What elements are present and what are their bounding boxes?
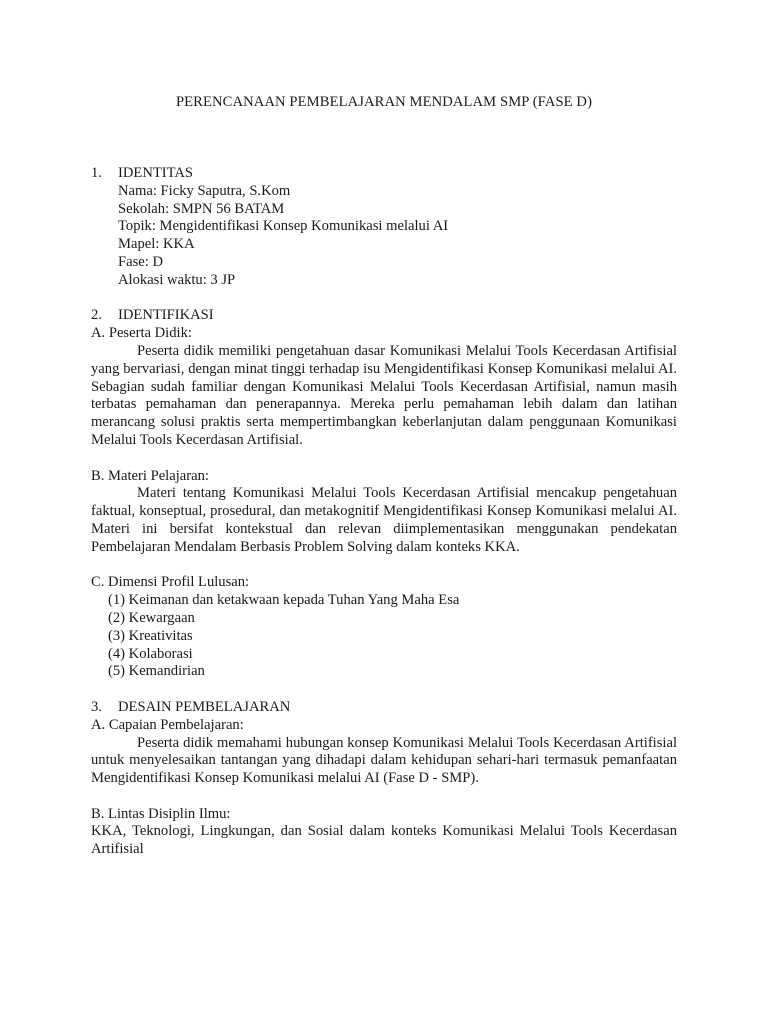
profile-item: (3) Kreativitas (108, 627, 193, 644)
section-number: 1. (91, 165, 102, 181)
identity-list (91, 183, 677, 290)
identity-name: Nama: Ficky Saputra, S.Kom (118, 182, 291, 199)
subsection-label-capaian: A. Capaian Pembelajaran: (91, 716, 244, 733)
paragraph-peserta-didik: Peserta didik memiliki pengetahuan dasar Komunikasi Melalui Tools Kecerdasan Artifisial yang bervariasi, dengan minat tinggi terhadap isu Mengidentifikasi Konsep Komunikasi melalui AI. Sebagian sudah familiar dengan Komunikasi Melalui Tools Kecerdasan Artifisial, namun masih terbatas pemahaman dan penerapannya. Mereka perlu pemahaman lebih dalam dan latihan merancang solusi praktis serta mempertimbangkan keberlanjutan dalam penggunaan Komunikasi Melalui Tools Kecerdasan Artifisial. (91, 342, 677, 448)
identity-school: Sekolah: SMPN 56 BATAM (118, 200, 285, 217)
section-number: 2. (91, 307, 102, 324)
subsection-label-dimensi-profil: C. Dimensi Profil Lulusan: (91, 574, 250, 591)
paragraph-materi-pelajaran: Materi tentang Komunikasi Melalui Tools Kecerdasan Artifisial mencakup pengetahuan faktual, konseptual, prosedural, dan metakognitif Mengidentifikasi Konsep Komunikasi melalui AI. Materi ini bersifat kontekstual dan relevan diimplementasikan menggunakan pendekatan Pembelajaran Mendalam Berbasis Problem Solving dalam konteks KKA. (91, 485, 677, 555)
identity-time-allocation: Alokasi waktu: 3 JP (118, 271, 236, 288)
section-title: IDENTIFIKASI (118, 307, 214, 324)
profile-item: (4) Kolaborasi (108, 645, 193, 662)
profile-dimension-list (91, 592, 677, 681)
section-title: IDENTITAS (118, 165, 194, 181)
document-title: PERENCANAAN PEMBELAJARAN MENDALAM SMP (FASE D) (175, 94, 593, 110)
profile-item: (2) Kewargaan (108, 609, 195, 626)
section-heading-identitas (91, 165, 677, 183)
subsection-label-lintas-disiplin: B. Lintas Disiplin Ilmu: (91, 805, 231, 822)
document-body (91, 165, 677, 859)
paragraph-capaian: Peserta didik memahami hubungan konsep Komunikasi Melalui Tools Kecerdasan Artifisial untuk menyelesaikan tantangan yang dihadapi dalam kehidupan sehari-hari termasuk pemanfaatan Mengidentifikasi Konsep Komunikasi melalui AI (Fase D - SMP). (91, 734, 677, 787)
section-heading-identifikasi (91, 307, 677, 325)
paragraph-lintas-disiplin: KKA, Teknologi, Lingkungan, dan Sosial dalam konteks Komunikasi Melalui Tools Kecerdasan Artifisial (91, 823, 677, 858)
identity-phase: Fase: D (118, 253, 163, 270)
section-title: DESAIN PEMBELAJARAN (118, 698, 291, 715)
profile-item: (1) Keimanan dan ketakwaan kepada Tuhan Yang Maha Esa (108, 592, 460, 609)
subsection-label-materi-pelajaran: B. Materi Pelajaran: (91, 467, 209, 484)
profile-item: (5) Kemandirian (108, 663, 205, 680)
section-heading-desain (91, 699, 677, 717)
identity-subject: Mapel: KKA (118, 236, 195, 253)
subsection-label-peserta-didik: A. Peserta Didik: (91, 325, 192, 342)
section-number: 3. (91, 698, 102, 715)
identity-topic: Topik: Mengidentifikasi Konsep Komunikasi melalui AI (118, 218, 449, 235)
